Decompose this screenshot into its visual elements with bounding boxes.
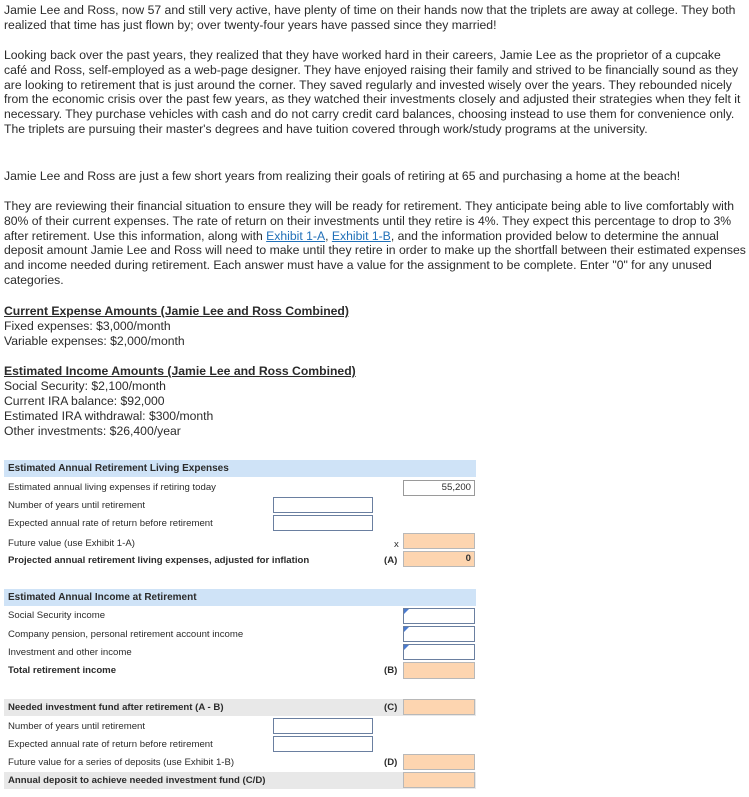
- total-income-label: Total retirement income: [8, 665, 117, 676]
- multiply-sign: x: [394, 539, 399, 550]
- rate-of-return-input[interactable]: [273, 515, 373, 531]
- rate-of-return-label: Expected annual rate of return before retirement: [8, 518, 213, 529]
- marker-c: (C): [384, 702, 398, 713]
- expense-section-heading: Current Expense Amounts (Jamie Lee and Ross Combined): [4, 304, 349, 318]
- rate-of-return-label-2: Expected annual rate of return before retirement: [8, 739, 213, 750]
- total-income-field: [403, 662, 475, 679]
- social-security-text: Social Security: $2,100/month: [4, 379, 166, 393]
- annual-expenses-label: Estimated annual living expenses if retiring today: [8, 482, 216, 493]
- future-value-input[interactable]: [403, 533, 475, 549]
- needed-fund-label: Needed investment fund after retirement (A - B): [8, 702, 224, 713]
- intro-paragraph-2: Looking back over the past years, they realized that they have worked hard in their careers, Jamie Lee as the proprietor of a cupcake café and Ross, self-employed as a web-page designer. They have enjoyed raising their family and strived to be financially sound as they are looking to retirement that is just around the corner. They saved regularly and invested wisely over the years. They rebounded nicely from the economic crisis over the past few years, as they watched their investments closely and adjusted their strategies when they felt it necessary. They purchase vehicles with cash and do not carry credit card balances, choosing instead to use them for convenience only. The triplets are pursuing their master's degrees and have tuition covered through work/study programs at the university.: [4, 48, 741, 136]
- exhibit-1a-link[interactable]: Exhibit 1-A: [266, 228, 326, 243]
- pension-income-input[interactable]: [403, 626, 475, 642]
- retirement-expenses-table-heading: Estimated Annual Retirement Living Expenses: [4, 460, 476, 477]
- income-section-heading: Estimated Income Amounts (Jamie Lee and Ross Combined): [4, 364, 356, 378]
- social-security-income-input[interactable]: [403, 608, 475, 624]
- years-until-retirement-label: Number of years until retirement: [8, 500, 146, 511]
- intro-paragraph-3: Jamie Lee and Ross are just a few short years from realizing their goals of retiring at 65 and purchasing a home at the beach!: [4, 169, 681, 183]
- future-value-series-input[interactable]: [403, 754, 475, 770]
- annual-expenses-value-field: 55,200: [403, 480, 475, 496]
- variable-expenses-text: Variable expenses: $2,000/month: [4, 334, 185, 348]
- fixed-expenses-text: Fixed expenses: $3,000/month: [4, 319, 171, 333]
- projected-expenses-field: 0: [403, 551, 475, 567]
- future-value-series-label: Future value for a series of deposits (use Exhibit 1-B): [8, 757, 235, 768]
- rate-of-return-input-2[interactable]: [273, 736, 373, 752]
- pension-income-label: Company pension, personal retirement account income: [8, 629, 244, 640]
- investment-income-label: Investment and other income: [8, 647, 132, 658]
- marker-b: (B): [384, 665, 398, 676]
- marker-a: (A): [384, 555, 398, 566]
- ira-balance-text: Current IRA balance: $92,000: [4, 394, 165, 408]
- future-value-label: Future value (use Exhibit 1-A): [8, 538, 135, 549]
- intro-paragraph-4: They are reviewing their financial situation to ensure they will be ready for retirement. They anticipate being able to live comfortably with 80% of their current expenses. The rate of return on their investments until they retire is 4%. They expect this percentage to drop to 3% after retirement. Use this information, along with Exhibit 1-A, Exhibit 1-B, and the information provided below to determine the annual deposit amount Jamie Lee and Ross will need to make until they retire in order to make up the shortfall between their estimated expenses and income needed during retirement. Each answer must have a value for the assignment to be complete. Enter "0" for any unused categories.: [4, 199, 746, 287]
- years-until-retirement-input-2[interactable]: [273, 718, 373, 734]
- intro-paragraph-1: Jamie Lee and Ross, now 57 and still very active, have plenty of time on their hands now that the triplets are away at college. They both realized that time has just flown by; over twenty-four years have passed since they married!: [4, 3, 736, 32]
- projected-expenses-label: Projected annual retirement living expenses, adjusted for inflation: [8, 555, 310, 566]
- annual-deposit-label: Annual deposit to achieve needed investment fund (C/D): [8, 775, 266, 786]
- ira-withdrawal-text: Estimated IRA withdrawal: $300/month: [4, 409, 214, 423]
- marker-d: (D): [384, 757, 398, 768]
- exhibit-1b-link[interactable]: Exhibit 1-B: [331, 228, 391, 243]
- needed-fund-field: [403, 699, 475, 715]
- annual-deposit-field: [403, 772, 475, 788]
- years-until-retirement-label-2: Number of years until retirement: [8, 721, 146, 732]
- retirement-income-table-heading: Estimated Annual Income at Retirement: [4, 589, 476, 606]
- years-until-retirement-input[interactable]: [273, 497, 373, 513]
- social-security-income-label: Social Security income: [8, 610, 106, 621]
- other-investments-text: Other investments: $26,400/year: [4, 424, 181, 438]
- investment-income-input[interactable]: [403, 644, 475, 660]
